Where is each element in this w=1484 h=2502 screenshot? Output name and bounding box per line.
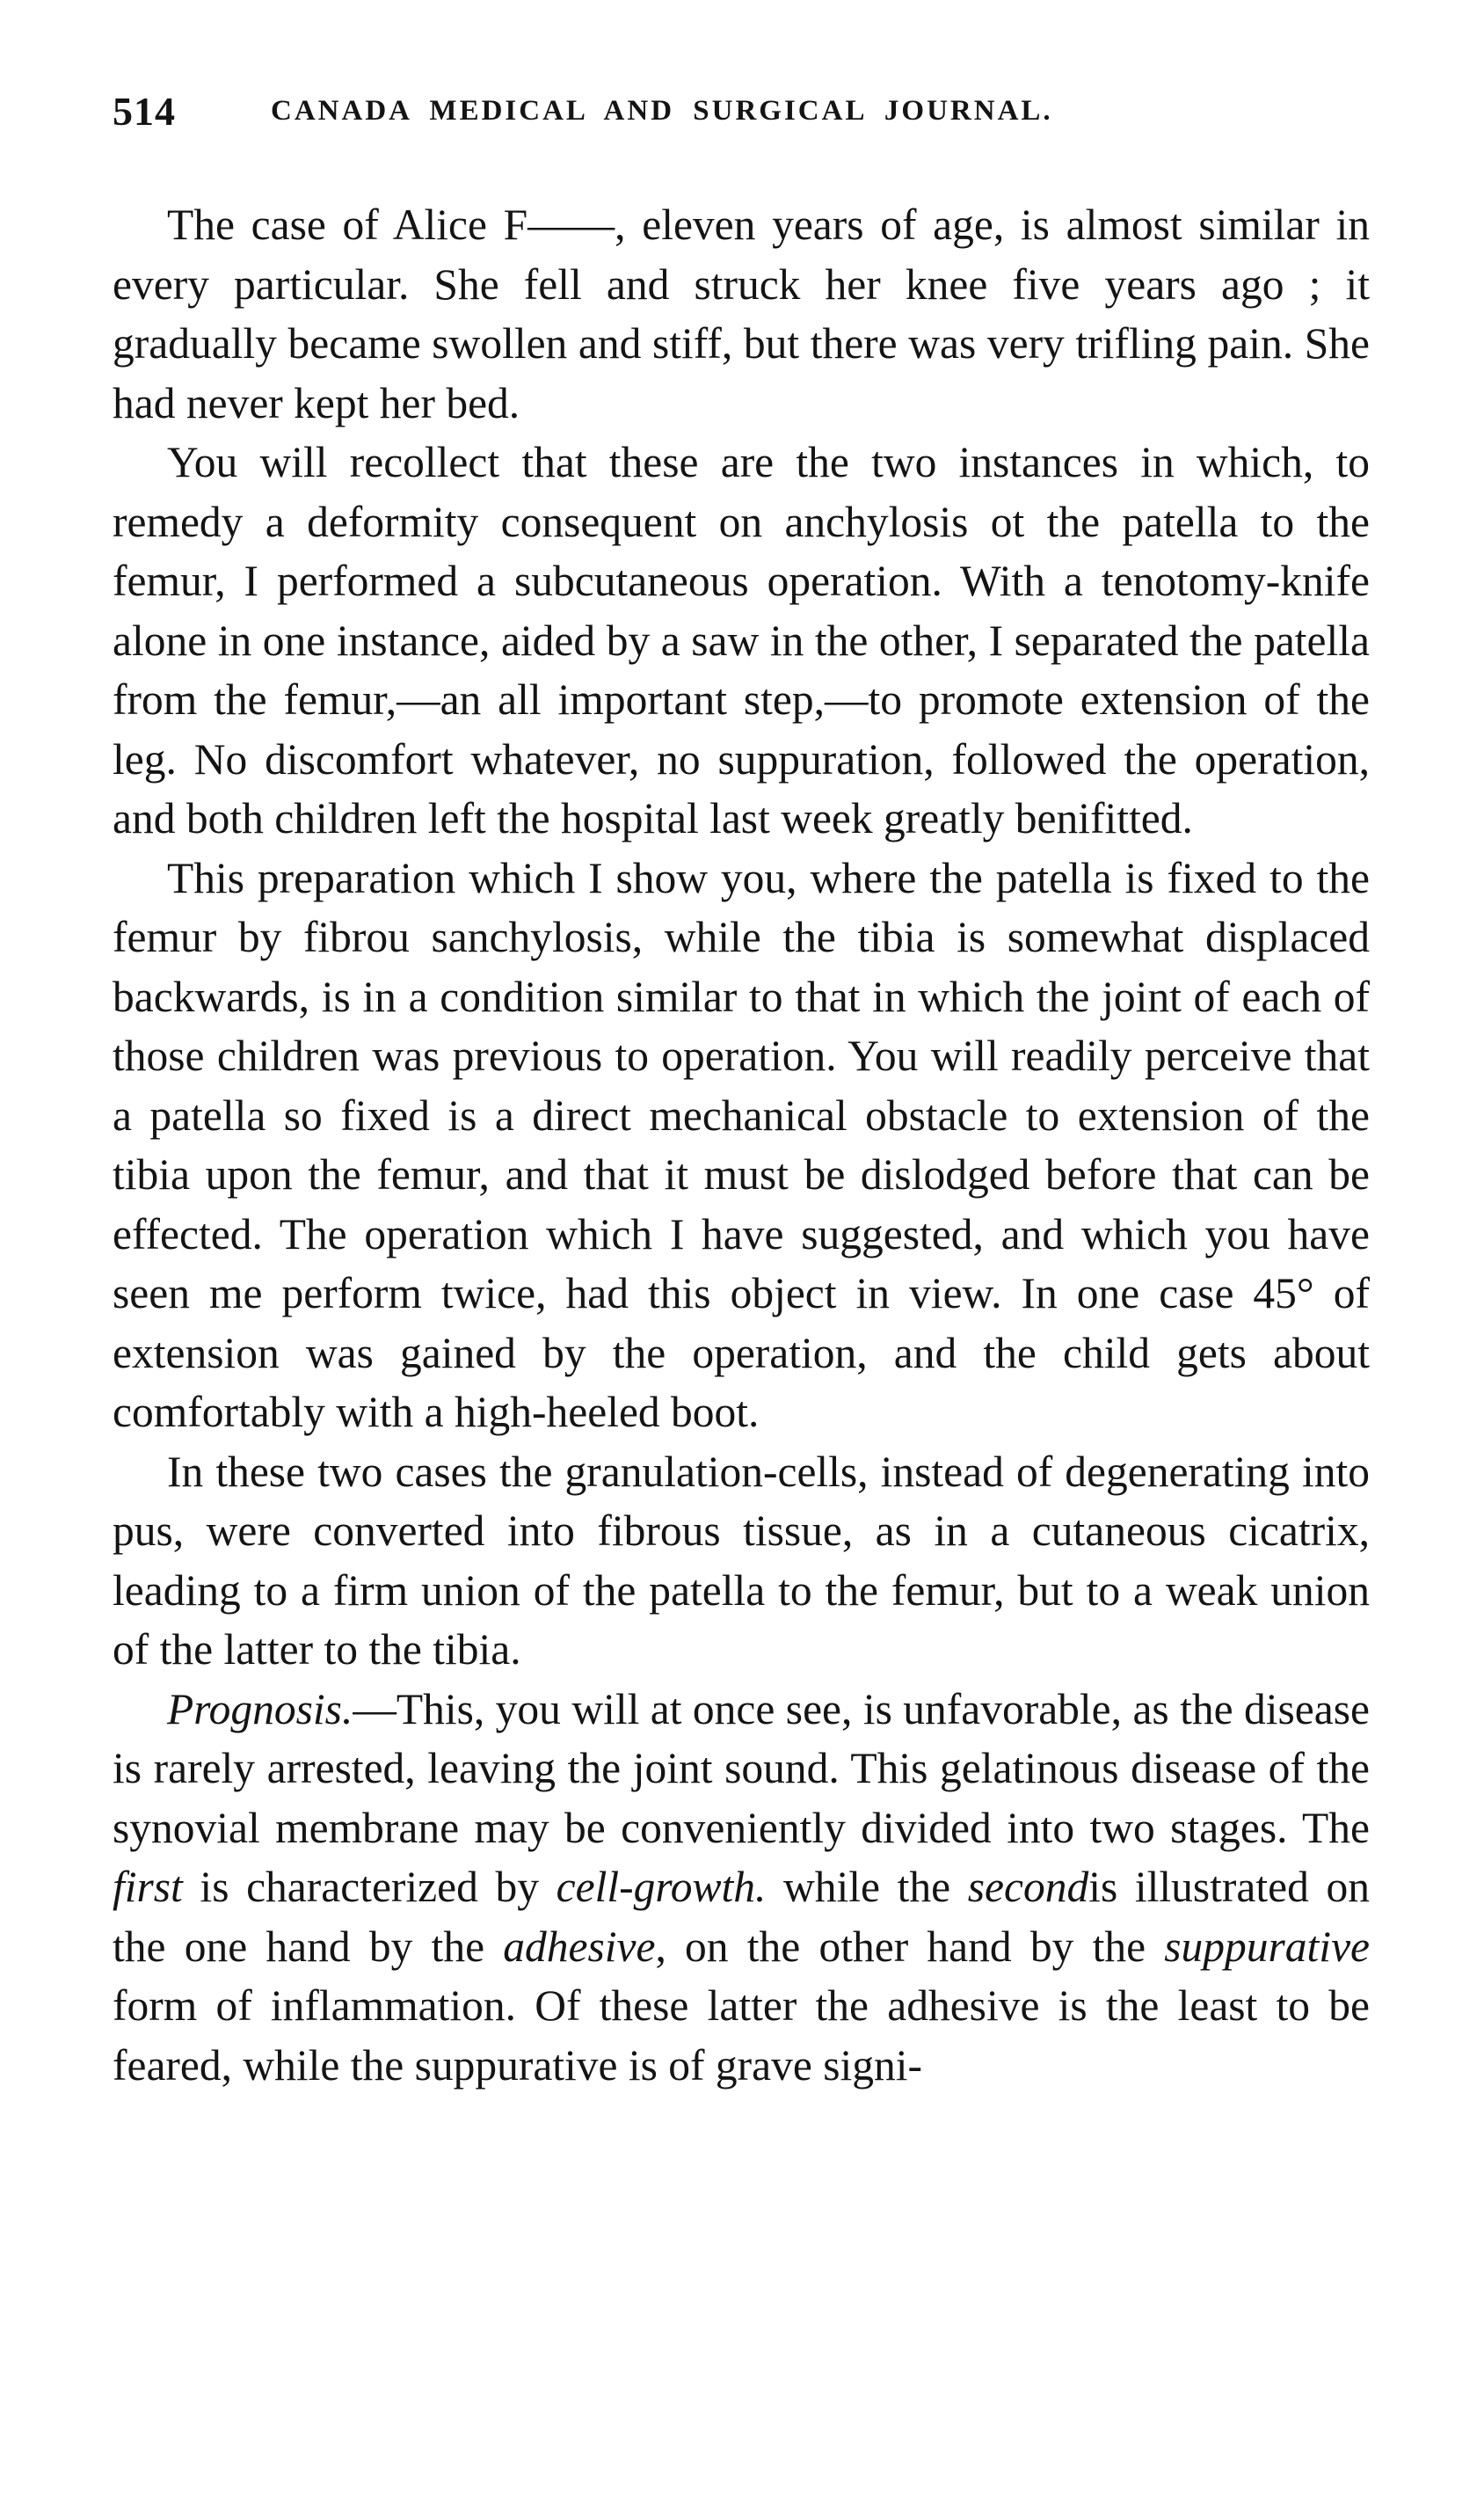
paragraph-operation-instances: You will recollect that these are the two instances in which, to remedy a deformity consequent on anchylosis ot the patella to the femur, I performed a subcutaneous operation. With a tenotomy-knife alone in one instance, aided by a saw in the other, I separated the patella from the femur,—an all important step,—to promote extension of the leg. No discomfort whatever, no suppuration, followed the operation, and both children left the hospital last week greatly benifitted. xyxy=(113,438,1370,843)
term-second: second xyxy=(967,1863,1089,1911)
prognosis-text-5: , on the other hand by the xyxy=(655,1922,1165,1971)
paragraph-granulation-cells: In these two cases the granulation-cells, instead of degenerating into pus, were converted into fibrous tissue, as in a cutaneous cicatrix, leading to a firm union of the patella to the femur, but to a weak union of the latter to the tibia. xyxy=(113,1447,1370,1674)
prognosis-text-2: is characterized by xyxy=(182,1863,556,1911)
term-suppurative: suppurative xyxy=(1164,1922,1371,1971)
term-adhesive: adhesive xyxy=(503,1922,656,1971)
body-text xyxy=(113,195,1370,2095)
paragraph-alice-case: The case of Alice F——, eleven years of age, is almost similar in every particular. She fell and struck her knee five years ago ; it gradually became swollen and stiff, but there was very trifling pain. She had never kept her bed. xyxy=(113,201,1370,427)
running-head xyxy=(113,88,1370,141)
prognosis-text-1: —This, you will at once see, is unfavorable, as the disease is rarely arrested, leaving the joint sound. This gelatinous disease of the synovial membrane may be conveniently divided into two stages. The xyxy=(113,1684,1370,1852)
paragraph-prognosis xyxy=(113,1680,1370,2096)
paragraph-preparation: This preparation which I show you, where the patella is fixed to the femur by fibrou sanchylosis, while the tibia is somewhat displaced backwards, is in a condition similar to that in which the joint of each of those children was previous to operation. You will readily perceive that a patella so fixed is a direct mechanical obstacle to extension of the tibia upon the femur, and that it must be dislodged before that can be effected. The operation which I have suggested, and which you have seen me perform twice, had this object in view. In one case 45° of extension was gained by the operation, and the child gets about comfortably with a high-heeled boot. xyxy=(113,853,1370,1436)
page-number: 514 xyxy=(113,89,176,134)
term-cell-growth: cell-growth. xyxy=(556,1863,767,1911)
prognosis-text-6: form of inflammation. Of these latter the adhesive is the least to be feared, while the suppurative is of grave signi- xyxy=(113,1981,1370,2090)
prognosis-heading: Prognosis. xyxy=(167,1684,353,1733)
journal-title: CANADA MEDICAL AND SURGICAL JOURNAL. xyxy=(271,95,1053,127)
prognosis-text-3: while the xyxy=(766,1863,968,1911)
prognosis-text-4: is illustrated on the one hand by the xyxy=(113,1863,1370,1971)
book-page xyxy=(113,88,1370,2095)
term-first: first xyxy=(113,1863,183,1911)
